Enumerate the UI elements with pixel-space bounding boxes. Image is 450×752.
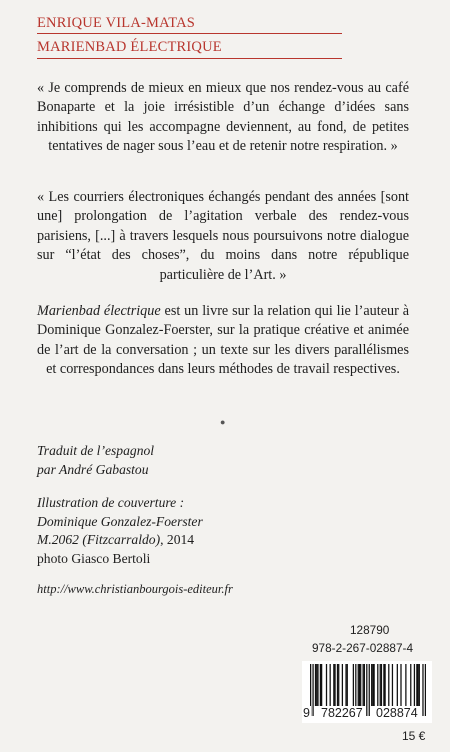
barcode-bar xyxy=(392,664,393,706)
barcode-bar xyxy=(317,664,318,706)
reference-code: 128790 xyxy=(350,623,390,637)
translation-line-1: Traduit de l’espagnol xyxy=(37,443,155,458)
barcode-bar xyxy=(326,664,327,706)
barcode-bar xyxy=(384,664,385,706)
barcode-bar xyxy=(373,664,374,706)
barcode-bar xyxy=(316,664,317,706)
barcode-bar xyxy=(355,664,356,706)
book-title: MARIENBAD ÉLECTRIQUE xyxy=(37,39,222,55)
barcode-bar xyxy=(342,664,343,706)
quote-first: « Je comprends de mieux en mieux que nos rendez-vous au café Bonaparte et la joie irrésistible d’un échange d’idées sans inhibitions qui les accompagne deviennent, au fond, de petites tentatives de nager sous l’eau et de retenir notre respiration. » xyxy=(37,80,409,155)
barcode-bar xyxy=(372,664,373,706)
cover-credit-line-4: photo Giasco Bertoli xyxy=(37,550,151,566)
barcode-bar xyxy=(321,664,322,706)
barcode-bar xyxy=(377,664,378,706)
barcode-bar xyxy=(358,664,359,706)
barcode-bar xyxy=(363,664,364,706)
barcode-left-group: 782267 xyxy=(321,706,363,720)
barcode-bar xyxy=(405,664,406,706)
barcode-bar xyxy=(353,664,354,706)
price: 15 € xyxy=(402,729,426,743)
barcode-bar xyxy=(380,664,381,706)
barcode-bar xyxy=(383,664,384,706)
barcode-bar xyxy=(320,664,321,706)
barcode-bar xyxy=(414,664,415,706)
barcode-bar xyxy=(347,664,348,706)
publisher-url: http://www.christianbourgois-editeur.fr xyxy=(37,582,233,596)
barcode-bar xyxy=(345,664,346,706)
cover-credit-line-1: Illustration de couverture : xyxy=(37,495,185,510)
barcode-bar xyxy=(359,664,360,706)
barcode-bar xyxy=(381,664,382,706)
author-name: ENRIQUE VILA-MATAS xyxy=(37,15,196,31)
barcode-first-digit: 9 xyxy=(303,706,310,720)
barcode-bar xyxy=(338,664,339,706)
barcode-bar xyxy=(334,664,335,706)
description-text: est un livre sur la relation qui lie l’auteur à Dominique Gonzalez-Foerster, sur la pratique créative et animée de l’art de la conversation ; un texte sur les divers parallélismes et correspondances dans leurs méthodes de travail respectives. xyxy=(37,303,409,378)
barcode-bar xyxy=(364,664,365,706)
translation-credit xyxy=(37,442,357,479)
barcode-digits xyxy=(302,706,432,722)
header-rule-bottom xyxy=(37,58,342,59)
barcode-bar xyxy=(315,664,316,706)
barcode-bar xyxy=(333,664,334,706)
barcode-bar xyxy=(388,664,389,706)
barcode-bar xyxy=(417,664,418,706)
description-title: Marienbad électrique xyxy=(37,303,161,319)
barcode-bar xyxy=(397,664,398,706)
cover-credit-line-3 xyxy=(37,531,357,550)
cover-credit xyxy=(37,494,357,568)
artwork-year: , 2014 xyxy=(160,532,195,548)
barcode-bar xyxy=(371,664,372,706)
artwork-title: M.2062 xyxy=(37,532,79,548)
barcode-bar xyxy=(400,664,401,706)
barcode-bar xyxy=(410,664,411,706)
barcode-bar xyxy=(330,664,331,706)
translation-line-2: par André Gabastou xyxy=(37,461,149,477)
quote-second: « Les courriers électroniques échangés pendant des années [sont une] prolongation de l’agitation verbale des rendez-vous parisiens, [...] à travers lesquels nous poursuivons notre dialogue sur “l’état des choses”, du moins dans notre république particulière de l’Art. » xyxy=(37,189,409,283)
header-rule-top xyxy=(37,33,342,34)
barcode xyxy=(302,661,432,723)
barcode-bar xyxy=(360,664,361,706)
barcode-bar xyxy=(419,664,420,706)
artwork-subtitle: (Fitzcarraldo) xyxy=(78,532,161,548)
ornament-dot: ● xyxy=(220,417,226,427)
barcode-right-group: 028874 xyxy=(376,706,418,720)
barcode-bar xyxy=(416,664,417,706)
book-description xyxy=(37,302,409,380)
cover-credit-line-2: Dominique Gonzalez-Foerster xyxy=(37,513,203,529)
isbn-text: 978-2-267-02887-4 xyxy=(312,641,414,655)
barcode-bar xyxy=(337,664,338,706)
